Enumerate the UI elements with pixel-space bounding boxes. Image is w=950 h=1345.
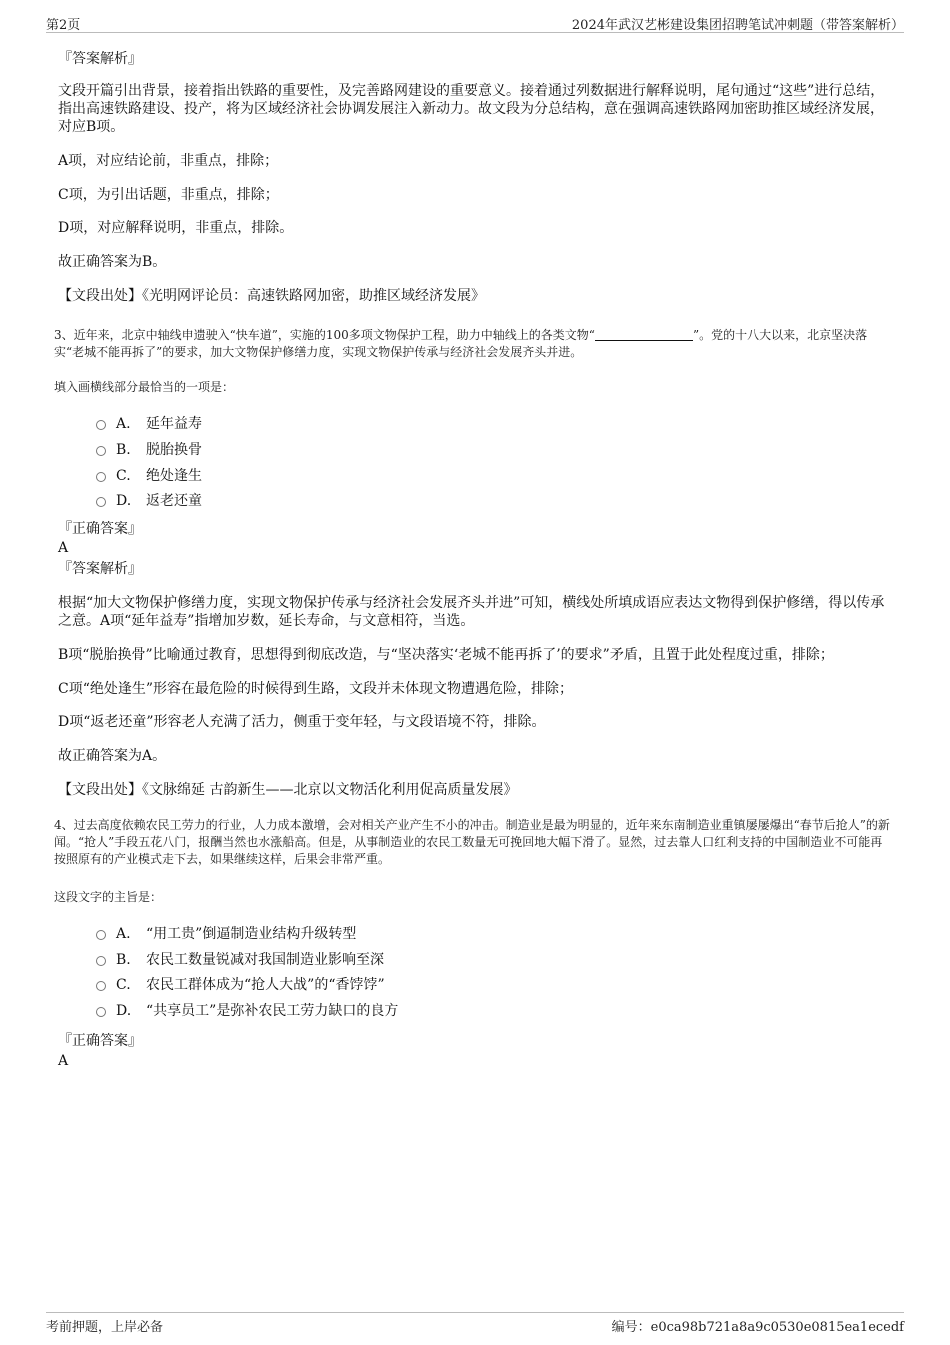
q4-option-d[interactable]: D. “共享员工”是弥补农民工劳力缺口的良方 (96, 1002, 398, 1020)
q3-stem-part2: ”。党的十八大以来，北京坚决落实“老城不能再拆了”的要求，加大文物保护修缮力度，实现文物保护传承与经济社会发展齐头并进。 (54, 328, 868, 359)
radio-icon[interactable] (96, 956, 106, 966)
q3-analysis-option-c: C项“绝处逢生”形容在最危险的时候得到生路，文段并未体现文物遭遇危险，排除； (58, 681, 574, 697)
q2-source: 【文段出处】《光明网评论员：高速铁路网加密，助推区域经济发展》 (58, 288, 485, 304)
q2-conclusion: 故正确答案为B。 (58, 254, 167, 270)
radio-icon[interactable] (96, 420, 106, 430)
q2-analysis-label: 『答案解析』 (58, 51, 142, 67)
radio-icon[interactable] (96, 446, 106, 456)
radio-icon[interactable] (96, 1007, 106, 1017)
q4-answer: A (58, 1053, 69, 1069)
q3-stem-part1: 3、近年来，北京中轴线申遗驶入“快车道”，实施的100多项文物保护工程，助力中轴线上的各类文物“ (54, 328, 595, 342)
q3-option-b[interactable]: B. 脱胎换骨 (96, 441, 202, 459)
q2-analysis-option-a: A项，对应结论前，非重点，排除； (58, 153, 279, 169)
radio-icon[interactable] (96, 497, 106, 507)
q4-option-c[interactable]: C. 农民工群体成为“抢人大战”的“香饽饽” (96, 976, 385, 994)
page-header (46, 12, 904, 33)
radio-icon[interactable] (96, 472, 106, 482)
document-title: 2024年武汉艺彬建设集团招聘笔试冲刺题（带答案解析） (571, 18, 904, 33)
q2-analysis-option-d: D项，对应解释说明，非重点，排除。 (58, 220, 294, 236)
q3-analysis-option-d: D项“返老还童”形容老人充满了活力，侧重于变年轻，与文段语境不符，排除。 (58, 714, 546, 730)
page-footer (46, 1312, 904, 1333)
q3-source: 【文段出处】《文脉绵延 古韵新生——北京以文物活化利用促高质量发展》 (58, 782, 518, 798)
q3-answer-label: 『正确答案』 (58, 521, 142, 537)
radio-icon[interactable] (96, 981, 106, 991)
q3-analysis-label: 『答案解析』 (58, 561, 142, 577)
q3-answer: A (58, 540, 69, 556)
q3-analysis-option-b: B项“脱胎换骨”比喻通过教育，思想得到彻底改造，与“坚决落实‘老城不能再拆了’的要求”矛盾，且置于此处程度过重，排除； (58, 647, 834, 663)
q3-option-c[interactable]: C. 绝处逢生 (96, 467, 202, 485)
q3-conclusion: 故正确答案为A。 (58, 748, 167, 764)
q3-option-d[interactable]: D. 返老还童 (96, 492, 202, 510)
q4-option-a[interactable]: A. “用工贵”倒逼制造业结构升级转型 (96, 925, 356, 943)
q4-prompt: 这段文字的主旨是： (54, 890, 163, 904)
q2-analysis-paragraph: 文段开篇引出背景，接着指出铁路的重要性，及完善路网建设的重要意义。接着通过列数据进行解释说明，尾句通过“这些”进行总结，指出高速铁路建设、投产，将为区域经济社会协调发展注入新动力。故文段为分总结构，意在强调高速铁路网加密助推区域经济发展，对应B项。 (58, 83, 885, 135)
q4-stem: 4、过去高度依赖农民工劳力的行业，人力成本激增，会对相关产业产生不小的冲击。制造业是最为明显的，近年来东南制造业重镇屡屡爆出“春节后抢人”的新闻。“抢人”手段五花八门，报酬当然也水涨船高。但是，从事制造业的农民工数量无可挽回地大幅下滑了。显然，过去靠人口红利支持的中国制造业不可能再按照原有的产业模式走下去，如果继续这样，后果会非常严重。 (54, 818, 890, 866)
document-id: 编号：e0ca98b721a8a9c0530e0815ea1ecedf (611, 1320, 904, 1335)
q3-blank-line (595, 328, 693, 341)
q2-analysis-option-c: C项，为引出话题，非重点，排除； (58, 187, 279, 203)
q3-stem (54, 327, 894, 361)
q4-option-b[interactable]: B. 农民工数量锐减对我国制造业影响至深 (96, 951, 384, 969)
q4-answer-label: 『正确答案』 (58, 1033, 142, 1049)
q3-option-a[interactable]: A. 延年益寿 (96, 415, 202, 433)
radio-icon[interactable] (96, 930, 106, 940)
page-number: 第2页 (46, 18, 81, 33)
q3-prompt: 填入画横线部分最恰当的一项是： (54, 380, 235, 394)
footer-slogan: 考前押题，上岸必备 (46, 1320, 164, 1335)
q3-analysis-paragraph: 根据“加大文物保护修缮力度，实现文物保护传承与经济社会发展齐头并进”可知，横线处所填成语应表达文物得到保护修缮，得以传承之意。A项“延年益寿”指增加岁数，延长寿命，与文意相符，当选。 (58, 595, 885, 629)
